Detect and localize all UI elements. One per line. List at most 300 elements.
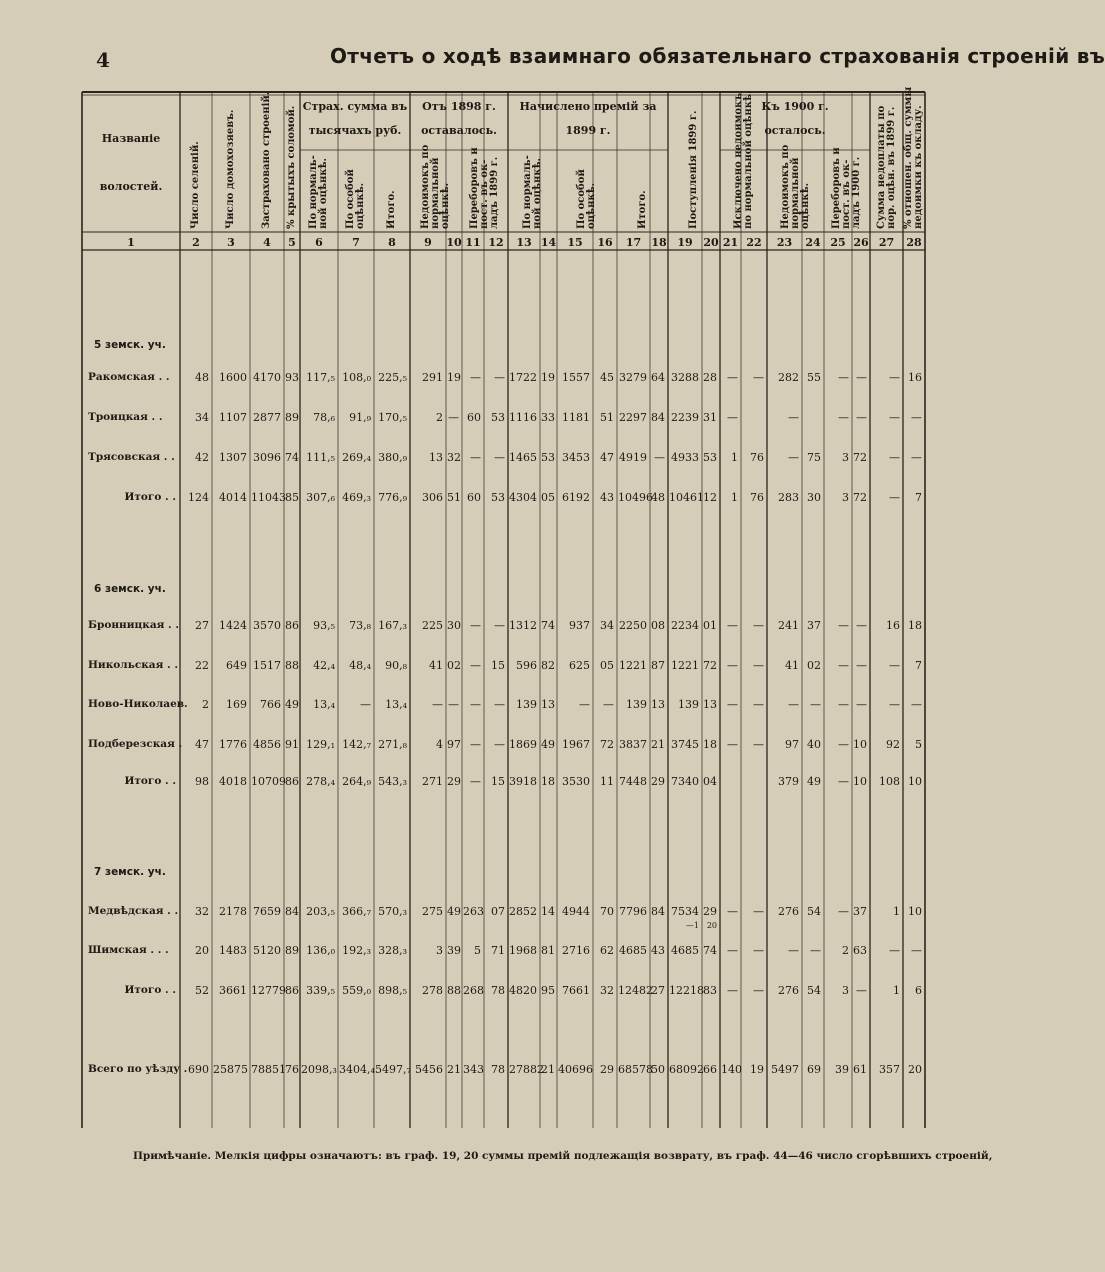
table-cell: 34	[600, 619, 614, 632]
column-number: 14	[540, 236, 557, 249]
table-cell: —	[788, 698, 799, 711]
header-c27-text: нор. оцѣн. въ 1899 г.	[885, 106, 897, 229]
table-cell: 307,₆	[306, 491, 335, 504]
table-cell: —	[911, 698, 922, 711]
table-cell: 7	[915, 491, 922, 504]
table-cell: 86	[285, 775, 299, 788]
table-cell: 53	[491, 411, 505, 424]
table-cell: —	[753, 905, 764, 918]
table-cell: 60	[467, 411, 481, 424]
table-cell: 3918	[509, 775, 537, 788]
table-cell: 3096	[253, 451, 281, 464]
table-cell: —	[753, 944, 764, 957]
table-cell: 97	[447, 738, 461, 751]
table-cell: —	[470, 775, 481, 788]
table-cell: 32	[600, 984, 614, 997]
header-c6-text: По нормаль-	[308, 155, 319, 229]
table-cell: —	[753, 738, 764, 751]
table-cell: 71	[491, 944, 505, 957]
table-cell: 5120	[253, 944, 281, 957]
table-cell: 37	[853, 905, 867, 918]
table-cell: 45	[600, 371, 614, 384]
table-cell: —	[856, 659, 867, 672]
table-cell: 3	[436, 944, 443, 957]
table-cell: 18	[703, 738, 717, 751]
header-c23-text: оцѣнкѣ.	[799, 182, 811, 229]
table-cell: 271	[422, 775, 443, 788]
table-cell: —	[838, 659, 849, 672]
table-cell: 1869	[509, 738, 537, 751]
table-cell: 25875	[213, 1063, 248, 1076]
table-cell: 12482	[618, 984, 653, 997]
table-cell: 241	[778, 619, 799, 632]
table-cell: —	[470, 659, 481, 672]
table-cell: 47	[600, 451, 614, 464]
table-cell: 62	[600, 944, 614, 957]
table-cell: 47	[195, 738, 209, 751]
table-cell: 50	[651, 1063, 665, 1076]
table-cell: —	[856, 411, 867, 424]
table-cell: —	[810, 698, 821, 711]
column-number: 23	[776, 236, 793, 249]
table-cell: 55	[807, 371, 821, 384]
header-c9-text: оцѣнкѣ.	[440, 182, 451, 229]
table-cell: 74	[285, 451, 299, 464]
column-number: 17	[625, 236, 642, 249]
table-cell: —	[494, 371, 505, 384]
table-cell: 167,₃	[378, 619, 407, 632]
header-c27-text: Сумма недоплаты по	[875, 105, 887, 229]
table-cell: 53	[703, 451, 717, 464]
table-cell: —	[494, 738, 505, 751]
table-cell: 12	[703, 491, 717, 504]
table-cell: 5	[474, 944, 481, 957]
table-cell: 90,₈	[385, 659, 407, 672]
table-cell: 366,₇	[342, 905, 371, 918]
table-body	[80, 88, 925, 1128]
table-cell: 766	[260, 698, 281, 711]
header-c7-text: По особой	[345, 169, 356, 229]
table-cell: 2852	[509, 905, 537, 918]
table-cell: 1	[731, 451, 738, 464]
table-cell: 01	[703, 619, 717, 632]
table-cell: 2	[842, 944, 849, 957]
row-name: Всего по уѣзду .	[88, 1063, 188, 1075]
table-cell: 88	[285, 659, 299, 672]
table-cell: 1	[893, 905, 900, 918]
table-cell: 142,₇	[342, 738, 371, 751]
table-cell: 469,₃	[342, 491, 371, 504]
table-cell: 328,₃	[378, 944, 407, 957]
table-cell: 357	[879, 1063, 900, 1076]
column-number: 7	[352, 236, 360, 249]
header-group-from-1898-line2: оставалось.	[421, 124, 497, 137]
header-c13-text: ной оцѣнкѣ.	[531, 157, 543, 229]
column-number: 16	[597, 236, 613, 249]
column-number: 28	[906, 236, 922, 249]
table-cell: 54	[807, 984, 821, 997]
column-number: 3	[227, 236, 235, 249]
table-cell: —	[470, 371, 481, 384]
table-cell: 63	[853, 944, 867, 957]
table-cell: 49	[807, 775, 821, 788]
table-cell: 91	[285, 738, 299, 751]
table-cell: 89	[285, 411, 299, 424]
table-cell: 379	[778, 775, 799, 788]
total-row-label: Итого . .	[124, 984, 176, 996]
table-cell: 11043	[251, 491, 286, 504]
total-row-label: Итого . .	[124, 775, 176, 787]
table-cell: 74	[541, 619, 555, 632]
table-cell: 84	[651, 905, 665, 918]
table-cell: 2716	[562, 944, 590, 957]
table-cell: 1600	[219, 371, 247, 384]
table-cell: 5497	[771, 1063, 799, 1076]
table-cell: 20	[195, 944, 209, 957]
table-cell: 29	[703, 905, 717, 918]
table-cell: 596	[516, 659, 537, 672]
table-cell: 278	[422, 984, 443, 997]
table-cell: 2877	[253, 411, 281, 424]
table-cell: 19	[447, 371, 461, 384]
table-cell: 42,₄	[313, 659, 335, 672]
header-c21-text: Исключено недоимокъ	[732, 93, 744, 229]
table-cell: 13,₄	[385, 698, 407, 711]
table-cell: —	[727, 905, 738, 918]
table-cell: 43	[600, 491, 614, 504]
table-cell: 276	[778, 905, 799, 918]
table-cell: —	[753, 371, 764, 384]
table-cell: 3	[842, 451, 849, 464]
table-cell: 3404,₄	[339, 1063, 375, 1076]
table-cell: 108,₀	[342, 371, 371, 384]
table-cell: 53	[491, 491, 505, 504]
table-frame	[80, 88, 925, 1128]
table-cell: 1107	[219, 411, 247, 424]
table-cell: 27	[651, 984, 665, 997]
column-number: 10	[446, 236, 462, 249]
table-cell: —	[838, 411, 849, 424]
table-cell: 16	[908, 371, 922, 384]
table-cell: 04	[703, 775, 717, 788]
table-cell: 87	[651, 659, 665, 672]
table-cell: 78851	[251, 1063, 286, 1076]
table-cell: 3	[842, 984, 849, 997]
header-c4-text: Застраховано строеній.	[261, 91, 272, 229]
table-cell: 07	[491, 905, 505, 918]
page-title: Отчетъ о ходѣ взаимнаго обязательнаго страхованія строеній въ	[330, 44, 1105, 68]
table-cell: 339,₅	[306, 984, 335, 997]
table-cell: 649	[226, 659, 247, 672]
table-cell: —	[856, 698, 867, 711]
table-cell: 1557	[562, 371, 590, 384]
table-cell: 1483	[219, 944, 247, 957]
table-cell: 29	[600, 1063, 614, 1076]
table-cell: 263	[463, 905, 484, 918]
table-cell: 19	[750, 1063, 764, 1076]
table-cell: 117,₅	[306, 371, 335, 384]
table-cell: 05	[600, 659, 614, 672]
table-cell: —	[889, 659, 900, 672]
table-cell: 192,₃	[342, 944, 371, 957]
table-cell: 4919	[619, 451, 647, 464]
table-cell: 136,₀	[306, 944, 335, 957]
table-cell: —	[753, 659, 764, 672]
header-c7-text: оцѣнкѣ.	[355, 182, 366, 229]
table-cell: —	[494, 451, 505, 464]
table-cell: 4856	[253, 738, 281, 751]
table-cell: —	[810, 944, 821, 957]
table-cell: 76	[750, 491, 764, 504]
table-cell: 78,₆	[313, 411, 335, 424]
table-cell: 283	[778, 491, 799, 504]
table-cell: —	[753, 698, 764, 711]
table-cell: 111,₅	[306, 451, 335, 464]
header-group-insurance-sum-line1: Страх. сумма въ	[302, 100, 408, 113]
table-cell: —	[727, 984, 738, 997]
table-cell: 66	[703, 1063, 717, 1076]
table-cell: 29	[447, 775, 461, 788]
table-cell: 10496	[618, 491, 653, 504]
table-cell: —	[856, 371, 867, 384]
table-cell: 3745	[671, 738, 699, 751]
header-c25-text: пост. въ ок-	[841, 159, 852, 229]
header-group-to-1900-line2: осталось.	[764, 124, 826, 137]
table-cell: 1	[731, 491, 738, 504]
row-name: Трясовская . .	[88, 451, 175, 463]
header-group-from-1898-line1: Отъ 1898 г.	[422, 100, 496, 113]
table-cell: 72	[853, 491, 867, 504]
table-cell: 225	[422, 619, 443, 632]
table-cell: 49	[285, 698, 299, 711]
table-cell: —	[889, 491, 900, 504]
table-cell: 13,₄	[313, 698, 335, 711]
column-number: 2	[192, 236, 200, 249]
table-cell: 18	[541, 775, 555, 788]
table-cell: 21	[541, 1063, 555, 1076]
table-cell: 15	[491, 659, 505, 672]
header-c3-text: Число домохозяевъ.	[225, 109, 236, 229]
table-cell: 7	[915, 659, 922, 672]
table-cell: —	[856, 619, 867, 632]
table-cell: 34	[195, 411, 209, 424]
table-cell: 69	[807, 1063, 821, 1076]
table-cell: 7659	[253, 905, 281, 918]
header-c28-text: % отношен. общ. суммы	[903, 86, 914, 229]
table-cell: 32	[447, 451, 461, 464]
table-cell: 7340	[671, 775, 699, 788]
header-c8-text: Итого.	[386, 190, 397, 229]
table-cell: —	[753, 984, 764, 997]
table-cell: 49	[447, 905, 461, 918]
header-c9-text: нормальной	[430, 157, 441, 229]
table-cell: 29	[651, 775, 665, 788]
table-cell: 40	[807, 738, 821, 751]
table-cell: 02	[807, 659, 821, 672]
header-c9-text: Недоимокъ по	[420, 144, 431, 229]
table-cell: 4014	[219, 491, 247, 504]
table-cell: 2250	[619, 619, 647, 632]
table-cell: —	[727, 411, 738, 424]
table-cell: —	[788, 451, 799, 464]
table-cell: —	[911, 944, 922, 957]
table-cell: 2239	[671, 411, 699, 424]
table-cell: 1968	[509, 944, 537, 957]
table-cell: 278,₄	[306, 775, 335, 788]
table-cell: 1776	[219, 738, 247, 751]
table-cell: 275	[422, 905, 443, 918]
table-cell: 543,₃	[378, 775, 407, 788]
header-c11-text: Переборовъ и	[469, 147, 480, 229]
table-cell: 89	[285, 944, 299, 957]
table-cell: 282	[778, 371, 799, 384]
table-cell: 5497,₇	[375, 1063, 411, 1076]
table-cell: 37	[807, 619, 821, 632]
table-cell: 1967	[562, 738, 590, 751]
table-cell: 306	[422, 491, 443, 504]
table-cell: —	[360, 698, 371, 711]
header-c2-text: Число селеній.	[190, 141, 201, 229]
table-cell: 380,₉	[378, 451, 407, 464]
table-cell: 937	[569, 619, 590, 632]
table-cell: 1517	[253, 659, 281, 672]
table-cell: 83	[703, 984, 717, 997]
table-cell: 2297	[619, 411, 647, 424]
table-cell: 3570	[253, 619, 281, 632]
table-cell: 32	[195, 905, 209, 918]
table-cell: 81	[541, 944, 555, 957]
table-cell: 88	[447, 984, 461, 997]
table-cell: —	[654, 451, 665, 464]
table-cell: 11	[600, 775, 614, 788]
column-number: 26	[853, 236, 869, 249]
table-cell: 22	[195, 659, 209, 672]
table-cell: 4	[436, 738, 443, 751]
table-cell: 3530	[562, 775, 590, 788]
table-cell: 21	[447, 1063, 461, 1076]
header-name-line2: волостей.	[99, 180, 163, 193]
table-cell: 41	[429, 659, 443, 672]
table-cell: 2178	[219, 905, 247, 918]
table-cell: 4933	[671, 451, 699, 464]
table-cell: 1	[893, 984, 900, 997]
row-name: Медвѣдская . .	[88, 905, 179, 917]
table-cell: 78	[491, 1063, 505, 1076]
table-cell: 225,₅	[378, 371, 407, 384]
table-cell: —	[889, 451, 900, 464]
table-cell: 13	[651, 698, 665, 711]
table-cell: 48	[195, 371, 209, 384]
table-cell-small: —1	[685, 921, 699, 930]
table-cell: 31	[703, 411, 717, 424]
table-cell: 76	[285, 1063, 299, 1076]
table-cell: 343	[463, 1063, 484, 1076]
table-cell: 27882	[509, 1063, 544, 1076]
section-title: 5 земск. уч.	[94, 339, 166, 351]
header-c15-text: По особой	[576, 169, 587, 229]
header-c28-text: недоимки къ окладу.	[913, 105, 924, 229]
table-cell: 74	[703, 944, 717, 957]
section-title: 6 земск. уч.	[94, 583, 166, 595]
table-cell: 86	[285, 984, 299, 997]
table-cell: 30	[447, 619, 461, 632]
header-c23-text: нормальной	[789, 157, 801, 229]
table-cell: —	[911, 451, 922, 464]
table-cell-small: 20	[706, 921, 717, 930]
table-cell: —	[838, 775, 849, 788]
table-cell: 6	[915, 984, 922, 997]
table-cell: —	[727, 698, 738, 711]
table-cell: 1221	[671, 659, 699, 672]
table-cell: 1307	[219, 451, 247, 464]
table-cell: 268	[463, 984, 484, 997]
column-number: 5	[288, 236, 296, 249]
table-cell: 10	[853, 738, 867, 751]
header-c25-text: ладъ 1900 г.	[851, 156, 862, 229]
table-cell: —	[494, 698, 505, 711]
table-cell: —	[889, 698, 900, 711]
table-cell: 48	[651, 491, 665, 504]
table-cell: 169	[226, 698, 247, 711]
table-cell: —	[727, 944, 738, 957]
table-cell: 690	[188, 1063, 209, 1076]
footnote: Примѣчаніе. Мелкія цифры означаютъ: въ граф. 19, 20 суммы премій подлежащія возврату, въ граф. 44—46 число сгорѣвшихъ строеній,	[133, 1150, 993, 1162]
table-cell: 21	[651, 738, 665, 751]
header-name-line1: Названіе	[101, 132, 161, 145]
table-cell: 53	[541, 451, 555, 464]
table-cell: 18	[908, 619, 922, 632]
column-number: 18	[651, 236, 667, 249]
table-cell: 1221	[619, 659, 647, 672]
table-cell: 276	[778, 984, 799, 997]
table-cell: —	[838, 738, 849, 751]
table-cell: 02	[447, 659, 461, 672]
table-cell: —	[889, 944, 900, 957]
table-cell: 19	[541, 371, 555, 384]
column-number: 1	[127, 236, 135, 249]
table-cell: 33	[541, 411, 555, 424]
table-cell: —	[889, 371, 900, 384]
table-cell: 70	[600, 905, 614, 918]
table-cell: 78	[491, 984, 505, 997]
table-cell: 776,₉	[378, 491, 407, 504]
table-cell: —	[470, 738, 481, 751]
table-cell: 93,₅	[313, 619, 335, 632]
table-cell: 1116	[509, 411, 537, 424]
table-cell: 559,₀	[342, 984, 371, 997]
table-cell: 91,₉	[349, 411, 371, 424]
table-cell: 898,₅	[378, 984, 407, 997]
table-cell: 4820	[509, 984, 537, 997]
table-cell: —	[856, 984, 867, 997]
row-name: Никольская . .	[88, 659, 178, 671]
table-cell: 30	[807, 491, 821, 504]
table-cell: 40696	[558, 1063, 593, 1076]
column-number: 24	[805, 236, 821, 249]
row-name: Бронницкая . .	[88, 619, 179, 631]
table-cell: 1181	[562, 411, 590, 424]
column-number: 15	[567, 236, 583, 249]
table-cell: 54	[807, 905, 821, 918]
table-cell: —	[470, 451, 481, 464]
table-cell: 2	[436, 411, 443, 424]
table-cell: 84	[285, 905, 299, 918]
table-cell: 72	[853, 451, 867, 464]
table-cell: 291	[422, 371, 443, 384]
table-cell: 10461	[669, 491, 704, 504]
column-number: 19	[677, 236, 693, 249]
table-cell: 27	[195, 619, 209, 632]
